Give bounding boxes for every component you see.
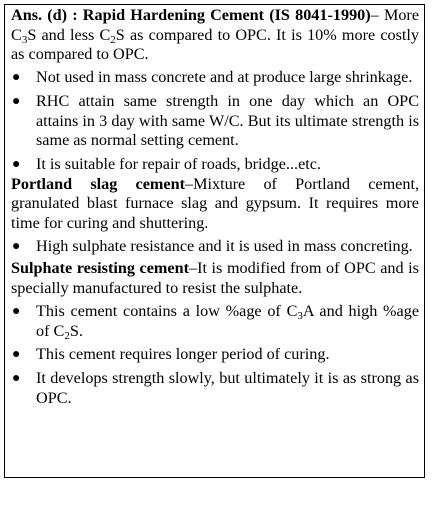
bullet-icon: ●: [12, 370, 21, 386]
list-item: ● This cement requires longer period of curing.: [12, 345, 330, 364]
rhc-intro: Ans. (d) : Rapid Hardening Cement (IS 8041-1990)– More $C_3S$ and less $C_2S$ as compared to OPC. It is 10% more costly as compared to OPC.: [11, 6, 420, 64]
bullet-icon: ●: [12, 156, 21, 172]
sulphate-resisting-bullet-list: [11, 302, 419, 409]
bullet-icon: ●: [12, 93, 21, 109]
portland-slag-paragraph: Portland slag cement–Mixture of Portland cement, granulated blast furnace slag and gypsum. It requires more time for curing and shuttering.: [11, 174, 419, 233]
list-item: ● It is suitable for repair of roads, bridge...etc.: [12, 154, 321, 173]
bullet-icon: ●: [12, 303, 21, 319]
list-item: ● Not used in mass concrete and at produce large shrinkage.: [12, 68, 413, 87]
portland-slag-title: Portland slag cement: [11, 174, 185, 193]
list-item: ● High sulphate resistance and it is used in mass concreting.: [12, 236, 413, 255]
rhc-bullet-list: [11, 68, 419, 175]
bullet-icon: ●: [12, 347, 21, 363]
portland-slag-bullet-list: [11, 237, 419, 257]
bullet-icon: ●: [12, 238, 21, 254]
answer-box: [4, 4, 425, 478]
list-item: ● This cement contains a low %age of $C_3A$ and high %age of $C_2S$.: [12, 301, 420, 342]
sulphate-resisting-title: Sulphate resisting cement: [11, 259, 189, 278]
list-item: ● It develops strength slowly, but ultimately it is as strong as OPC.: [12, 368, 419, 407]
sulphate-resisting-paragraph: Sulphate resisting cement–It is modified from of OPC and is specially manufactured to resist the sulphate.: [11, 259, 419, 298]
list-item: ● RHC attain same strength in one day which an OPC attains in 3 day with same W/C. But its ultimate strength is same as normal setting cement.: [12, 91, 419, 150]
answer-heading: Ans. (d) : Rapid Hardening Cement (IS 8041-1990): [11, 6, 371, 24]
bullet-icon: ●: [12, 70, 21, 86]
